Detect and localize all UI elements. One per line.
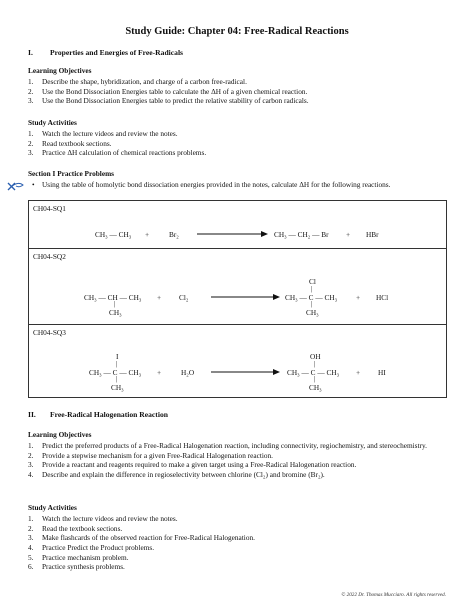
section-1-number: I. [28, 48, 33, 57]
problem-label: CH04-SQ2 [33, 252, 66, 261]
problem-sq3: CH04-SQ3 I | CH₃ — C — CH₃ | CH₃ + H₂O OH | CH₃ — C — CH₃ | CH₃ + HI [29, 324, 446, 398]
sq1-reagent: Br₂ [169, 230, 179, 239]
copyright-footer: © 2022 Dr. Thomas Mucciaro. All rights reserved. [341, 592, 446, 598]
sq1-byproduct: HBr [366, 230, 379, 239]
learning-objectives-list-1 [28, 77, 448, 106]
learning-objectives-heading-1: Learning Objectives [28, 66, 92, 75]
plus-sign: + [346, 230, 351, 239]
section-2-heading [28, 410, 168, 420]
study-activities-list-1 [28, 129, 448, 158]
study-activities-heading-1: Study Activities [28, 118, 77, 127]
list-item: 3. Practice ΔH calculation of chemical reactions problems. [28, 148, 207, 158]
study-activities-list-2 [28, 514, 443, 572]
problem-label: CH04-SQ3 [33, 328, 66, 337]
page-title: Study Guide: Chapter 04: Free-Radical Reactions [125, 26, 349, 37]
sq1-reactant: CH₃ — CH₃ [95, 230, 132, 239]
sq3-reactant-main: CH₃ — C — CH₃ [89, 368, 142, 377]
sq2-product-top: Cl [309, 277, 316, 286]
reaction-arrow [211, 292, 281, 302]
reaction-arrow [197, 229, 269, 239]
list-item: 4. Describe and explain the difference in regioselectivity between chlorine (Cl₂) and bromine (Br₂). [28, 469, 325, 479]
list-item: 2. Provide a stepwise mechanism for a given Free-Radical Halogenation reaction. [28, 450, 273, 460]
sq3-reactant-bottom: CH₃ [111, 383, 124, 392]
sq3-reactant-top: I [116, 352, 119, 361]
plus-sign: + [356, 293, 361, 302]
sq3-product-top: OH [310, 352, 321, 361]
sq2-byproduct: HCl [376, 293, 389, 302]
reaction-arrow [211, 367, 281, 377]
list-item: 2. Use the Bond Dissociation Energies table to calculate the ΔH of a given chemical reaction. [28, 86, 308, 96]
sq2-reagent: Cl₂ [179, 293, 189, 302]
sq3-product-main: CH₃ — C — CH₃ [287, 368, 340, 377]
list-item: 1. Predict the preferred products of a Free-Radical Halogenation reaction, including connectivity, regiochemistry, and stereochemistry. [28, 441, 427, 450]
learning-objectives-heading-2: Learning Objectives [28, 430, 92, 439]
sq2-product-bottom: CH₃ [306, 308, 319, 317]
sq1-product: CH₃ — CH₂ — Br [274, 230, 329, 239]
list-item: 6. Practice synthesis problems. [28, 562, 125, 572]
sq3-byproduct: HI [378, 368, 386, 377]
list-item: 3. Make flashcards of the observed reaction for Free-Radical Halogenation. [28, 533, 255, 543]
list-item: 3. Provide a reactant and reagents required to make a given target using a Free-Radical Halogenation reaction. [28, 460, 357, 470]
plus-sign: + [145, 230, 150, 239]
plus-sign: + [356, 368, 361, 377]
section-2-number: II. [28, 410, 36, 419]
list-item: 3. Use the Bond Dissociation Energies table to predict the relative stability of carbon radicals. [28, 96, 309, 106]
list-item: 1. Watch the lecture videos and review the notes. [28, 129, 178, 138]
plus-sign: + [157, 368, 162, 377]
section-2-title: Free-Radical Halogenation Reaction [50, 410, 168, 419]
sq3-product-bottom: CH₃ [309, 383, 322, 392]
problem-sq2: CH04-SQ2 CH₃ — CH — CH₃ | CH₃ + Cl₂ Cl | CH₃ — C — CH₃ | CH₃ + HCl [29, 248, 446, 325]
list-item: 2. Read the textbook sections. [28, 523, 123, 533]
list-item: 4. Practice Predict the Product problems. [28, 542, 155, 552]
sq3-reagent: H₂O [181, 368, 195, 377]
practice-instruction: Using the table of homolytic bond dissociation energies provided in the notes, calculate ΔH for the following reactions. [42, 180, 391, 189]
sq2-reactant-branch: CH₃ [109, 308, 122, 317]
practice-problems-box [28, 200, 447, 398]
study-activities-heading-2: Study Activities [28, 503, 77, 512]
list-item: 2. Read textbook sections. [28, 138, 112, 148]
list-item: 1. Watch the lecture videos and review the notes. [28, 514, 178, 523]
problem-sq1 [29, 201, 446, 248]
section-1-title: Properties and Energies of Free-Radicals [50, 48, 184, 57]
bullet-icon: • [32, 180, 35, 189]
pen-scribble-icon [6, 179, 26, 193]
problem-label: CH04-SQ1 [33, 204, 66, 213]
list-item: 5. Practice mechanism problem. [28, 552, 129, 562]
plus-sign: + [157, 293, 162, 302]
list-item: 1. Describe the shape, hybridization, and charge of a carbon free-radical. [28, 77, 247, 86]
practice-problems-heading: Section I Practice Problems [28, 169, 114, 178]
learning-objectives-list-2 [28, 441, 443, 480]
sq2-product-main: CH₃ — C — CH₃ [285, 293, 338, 302]
sq2-reactant-main: CH₃ — CH — CH₃ [84, 293, 142, 302]
section-1-heading [28, 48, 183, 58]
